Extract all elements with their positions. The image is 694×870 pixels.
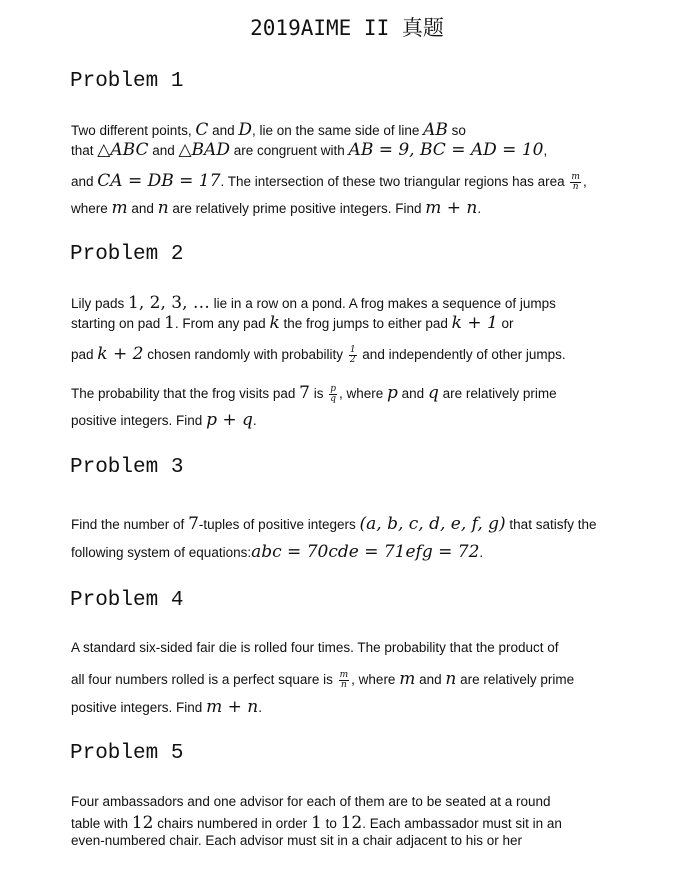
problem-1-line-4: where m and n are relatively prime positive integers. Find m + n. [71,198,482,218]
fraction-one-half: $\frac{1}{2}$ [349,344,356,365]
problem-2-line-3: pad k + 2 chosen randomly with probability $\frac{1}{2}$ and independently of other jumps. [71,344,566,365]
problem-5-line-2: table with 12 chairs numbered in order 1 to 12. Each ambassador must sit in an [71,813,562,833]
problem-4-line-3: positive integers. Find m + n. [71,697,262,717]
problem-1-line-3: and CA = DB = 17. The intersection of these two triangular regions has area $\frac{m}{n}$ , [71,171,587,192]
fraction-m-over-n: $\frac{m}{n}$ [339,669,349,690]
problem-2-heading: Problem 2 [70,243,184,266]
fraction-m-over-n: $\frac{m}{n}$ [571,171,580,192]
problem-2-line-1: Lily pads 1, 2, 3, … lie in a row on a pond. A frog makes a sequence of jumps [71,293,556,313]
problem-2-line-2: starting on pad 1. From any pad k the frog jumps to either pad k + 1 or [71,313,514,333]
problem-1-heading: Problem 1 [70,70,184,93]
problem-5-heading: Problem 5 [70,742,184,765]
fraction-p-over-q: $\frac{p}{q}$ [330,383,336,404]
problem-4-line-2: all four numbers rolled is a perfect square is $\frac{m}{n}$ , where m and n are relatively prime [71,669,575,690]
problem-5-line-3: even-numbered chair. Each advisor must sit in a chair adjacent to his or her [71,833,522,848]
problem-1-line-2: that △ABC and △BAD are congruent with AB = 9, BC = AD = 10, [71,140,548,160]
problem-3-line-2: following system of equations:abc = 70cde = 71efg = 72. [71,542,484,562]
problem-3-line-1: Find the number of 7-tuples of positive integers (a, b, c, d, e, f, g) that satisfy the [71,514,597,534]
problem-1-line-1: Two different points, C and D, lie on the same side of line AB so [71,120,466,140]
problem-5-line-1: Four ambassadors and one advisor for each of them are to be seated at a round [71,794,551,809]
document-title: 2019AIME II 真题 [250,16,444,40]
problem-2-line-4: The probability that the frog visits pad 7 is $\frac{p}{q}$ , where p and q are relatively prime [71,383,557,404]
problem-4-heading: Problem 4 [70,589,184,612]
problem-3-heading: Problem 3 [70,456,184,479]
problem-2-line-5: positive integers. Find p + q. [71,410,257,430]
problem-4-line-1: A standard six-sided fair die is rolled four times. The probability that the product of [71,640,559,655]
